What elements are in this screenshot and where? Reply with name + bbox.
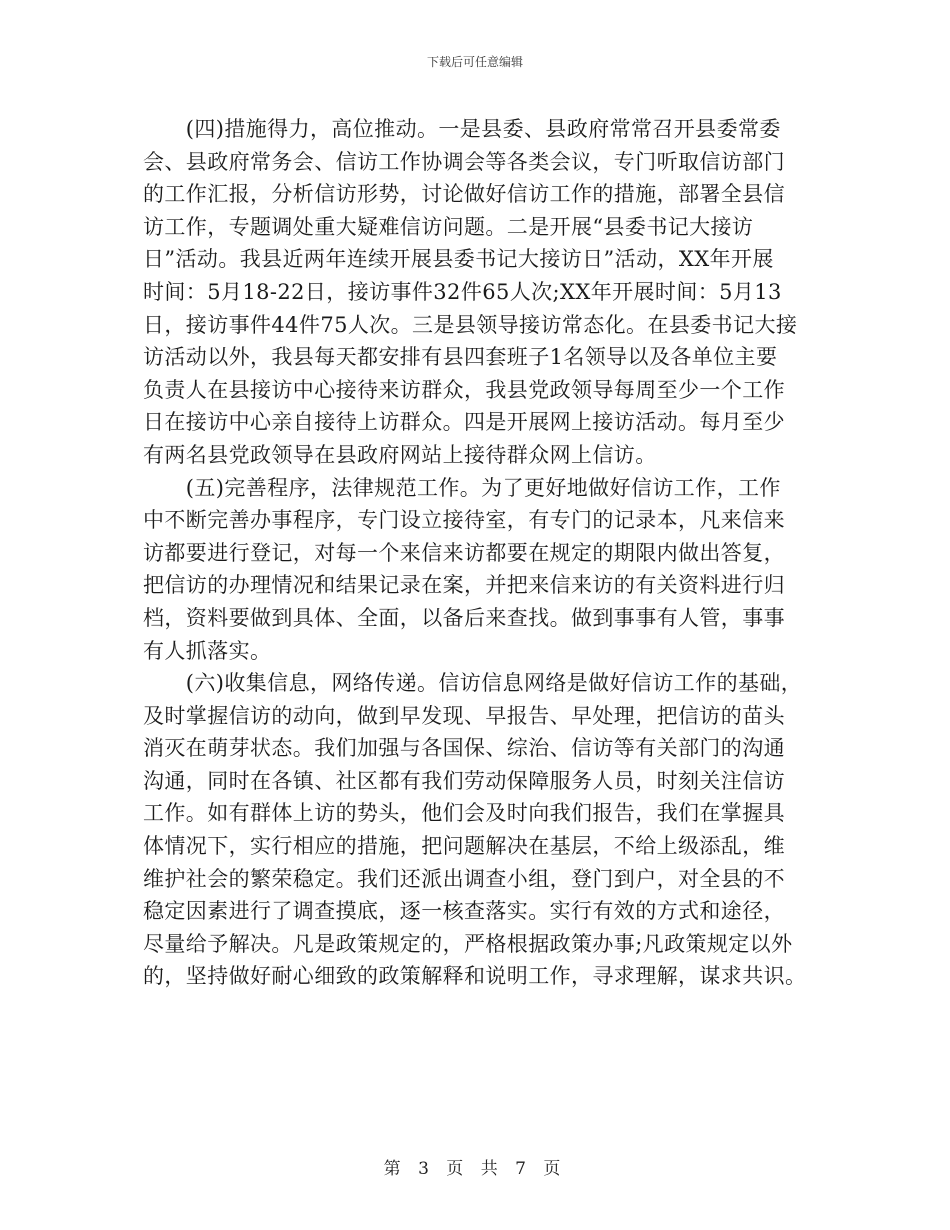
text-line: 访活动以外，我县每天都安排有县四套班子1名领导以及各单位主要 (143, 345, 778, 370)
text-line: (五)完善程序，法律规范工作。为了更好地做好信访工作，工作 (143, 475, 781, 500)
text-line: 负责人在县接访中心接待来访群众，我县党政领导每周至少一个工作 (143, 377, 785, 402)
text-line: 访都要进行登记，对每一个来信来访都要在规定的期限内做出答复， (143, 540, 785, 565)
text-line: 时间：5月18-22日，接访事件32件65人次;XX年开展时间：5月13 (143, 279, 782, 304)
text-line: 体情况下，实行相应的措施，把问题解决在基层，不给上级添乱，维 (143, 834, 785, 859)
text-line: 消灭在萌芽状态。我们加强与各国保、综治、信访等有关部门的沟通 (143, 736, 785, 761)
text-line: 访工作，专题调处重大疑难信访问题。二是开展“县委书记大接访 (143, 214, 754, 239)
text-line: 的，坚持做好耐心细致的政策解释和说明工作，寻求理解，谋求共识。 (143, 964, 807, 989)
text-line: 尽量给予解决。凡是政策规定的，严格根据政策办事;凡政策规定以外 (143, 931, 793, 956)
text-line: (四)措施得力，高位推动。一是县委、县政府常常召开县委常委 (143, 117, 781, 141)
document-body (143, 113, 813, 993)
text-line: 工作。如有群体上访的势头，他们会及时向我们报告，我们在掌握具 (143, 801, 785, 826)
text-line: 日在接访中心亲自接待上访群众。四是开展网上接访活动。每月至少 (143, 410, 785, 435)
text-line: 日，接访事件44件75人次。三是县领导接访常态化。在县委书记大接 (143, 312, 798, 337)
text-line: 有两名县党政领导在县政府网站上接待群众网上信访。 (143, 442, 657, 467)
text-line: 稳定因素进行了调查摸底，逐一核查落实。实行有效的方式和途径， (143, 899, 785, 924)
text-line: 中不断完善办事程序，专门设立接待室，有专门的记录本，凡来信来 (143, 508, 785, 533)
text-line: 的工作汇报，分析信访形势，讨论做好信访工作的措施，部署全县信 (143, 182, 785, 207)
text-line: 把信访的办理情况和结果记录在案，并把来信来访的有关资料进行归 (143, 573, 785, 598)
text-line: (六)收集信息，网络传递。信访信息网络是做好信访工作的基础， (143, 671, 803, 696)
text-line: 沟通，同时在各镇、社区都有我们劳动保障服务人员，时刻关注信访 (143, 768, 785, 793)
text-line: 及时掌握信访的动向，做到早发现、早报告、早处理，把信访的苗头 (143, 703, 785, 728)
text-line: 维护社会的繁荣稳定。我们还派出调查小组，登门到户，对全县的不 (143, 866, 785, 891)
page-number: 第 3 页 共 7 页 (383, 1159, 567, 1179)
text-line: 日”活动。我县近两年连续开展县委书记大接访日”活动，XX年开展 (143, 247, 774, 272)
text-line: 会、县政府常务会、信访工作协调会等各类会议，专门听取信访部门 (143, 149, 785, 174)
text-line: 有人抓落实。 (143, 638, 272, 663)
page-header-note: 下载后可任意编辑 (426, 55, 523, 69)
text-line: 档，资料要做到具体、全面，以备后来查找。做到事事有人管，事事 (143, 605, 785, 630)
